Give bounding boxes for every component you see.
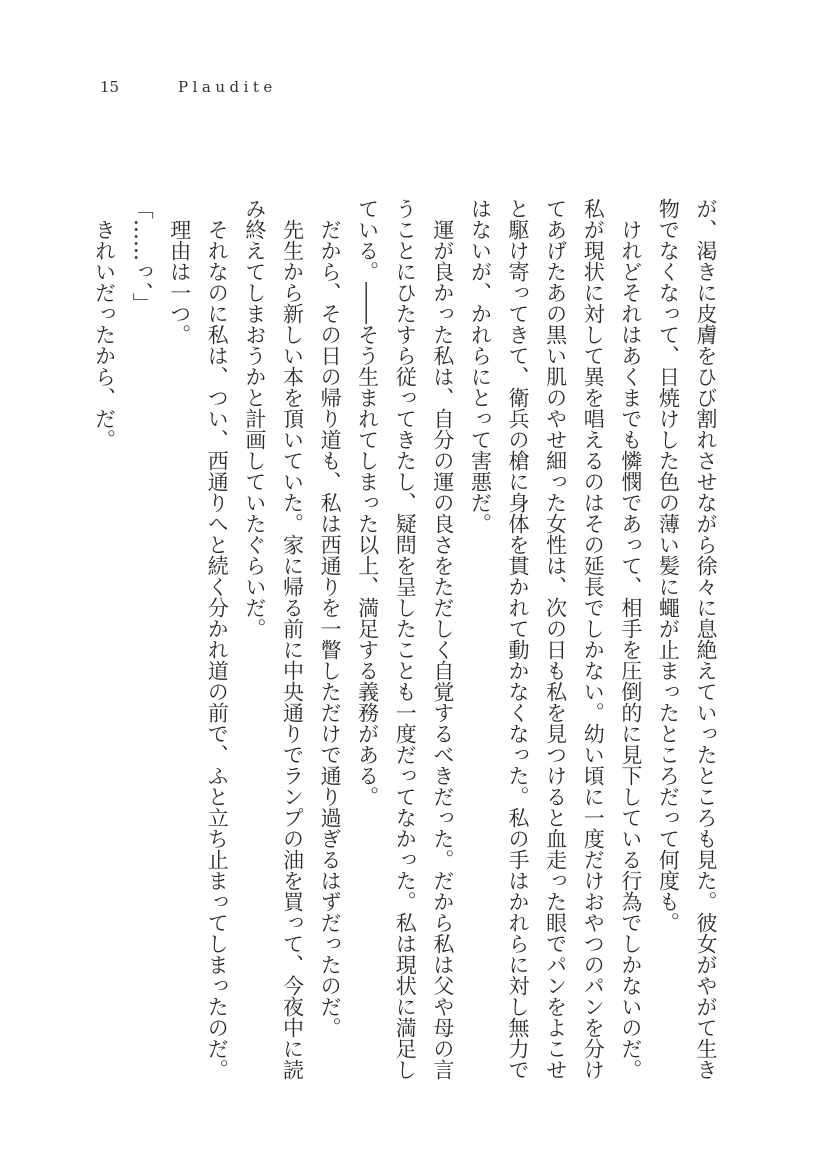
running-title: Plaudite — [178, 78, 277, 96]
text-column: 先生から新しい本を頂いていた。家に帰る前に中央通りでランプの油を買って、今夜中に読 — [280, 198, 305, 1080]
text-column: はないが、かれらにとって害悪だ。 — [468, 198, 493, 534]
text-column: きれいだったから、だ。 — [92, 198, 117, 450]
text-column: だから、その日の帰り道も、私は西通りを一瞥しただけで通り過ぎるはずだったのだ。 — [318, 198, 343, 1038]
text-column: 理由は一つ。 — [167, 198, 192, 345]
text-column: ている。――そう生まれてしまった以上、満足する義務がある。 — [355, 198, 380, 807]
body-text — [85, 198, 724, 1098]
text-column: 「……っ、」 — [130, 198, 155, 314]
text-column: うことにひたすら従ってきたし、疑問を呈したことも一度だってなかった。私は現状に満足し — [393, 198, 418, 1080]
text-column: てあげたあの黒い肌のやせ細った女性は、次の日も私を見つけると血走った眼でパンをよこせ — [543, 198, 568, 1080]
text-column: が、渇きに皮膚をひび割れさせながら徐々に息絶えていったところも見た。彼女がやがて生き — [694, 198, 718, 1080]
text-column: 運が良かった私は、自分の運の良さをただしく自覚するべきだった。だから私は父や母の言 — [430, 198, 455, 1080]
text-column: み終えてしまおうかと計画していたぐらいだ。 — [242, 198, 267, 639]
text-column: それなのに私は、つい、西通りへと続く分かれ道の前で、ふと立ち止まってしまったのだ。 — [205, 198, 230, 1080]
text-column: 私が現状に対して異を唱えるのはその延長でしかない。幼い頃に一度だけおやつのパンを分け — [581, 198, 606, 1080]
page-number: 15 — [100, 78, 120, 96]
text-column: けれどそれはあくまでも憐憫であって、相手を圧倒的に見下している行為でしかないのだ。 — [618, 198, 643, 1080]
text-column: と駆け寄ってきて、衛兵の槍に身体を貫かれて動かなくなった。私の手はかれらに対し無力で — [506, 198, 531, 1080]
text-column: 物でなくなって、日焼けした色の薄い髪に蠅が止まったところだって何度も。 — [656, 198, 681, 933]
